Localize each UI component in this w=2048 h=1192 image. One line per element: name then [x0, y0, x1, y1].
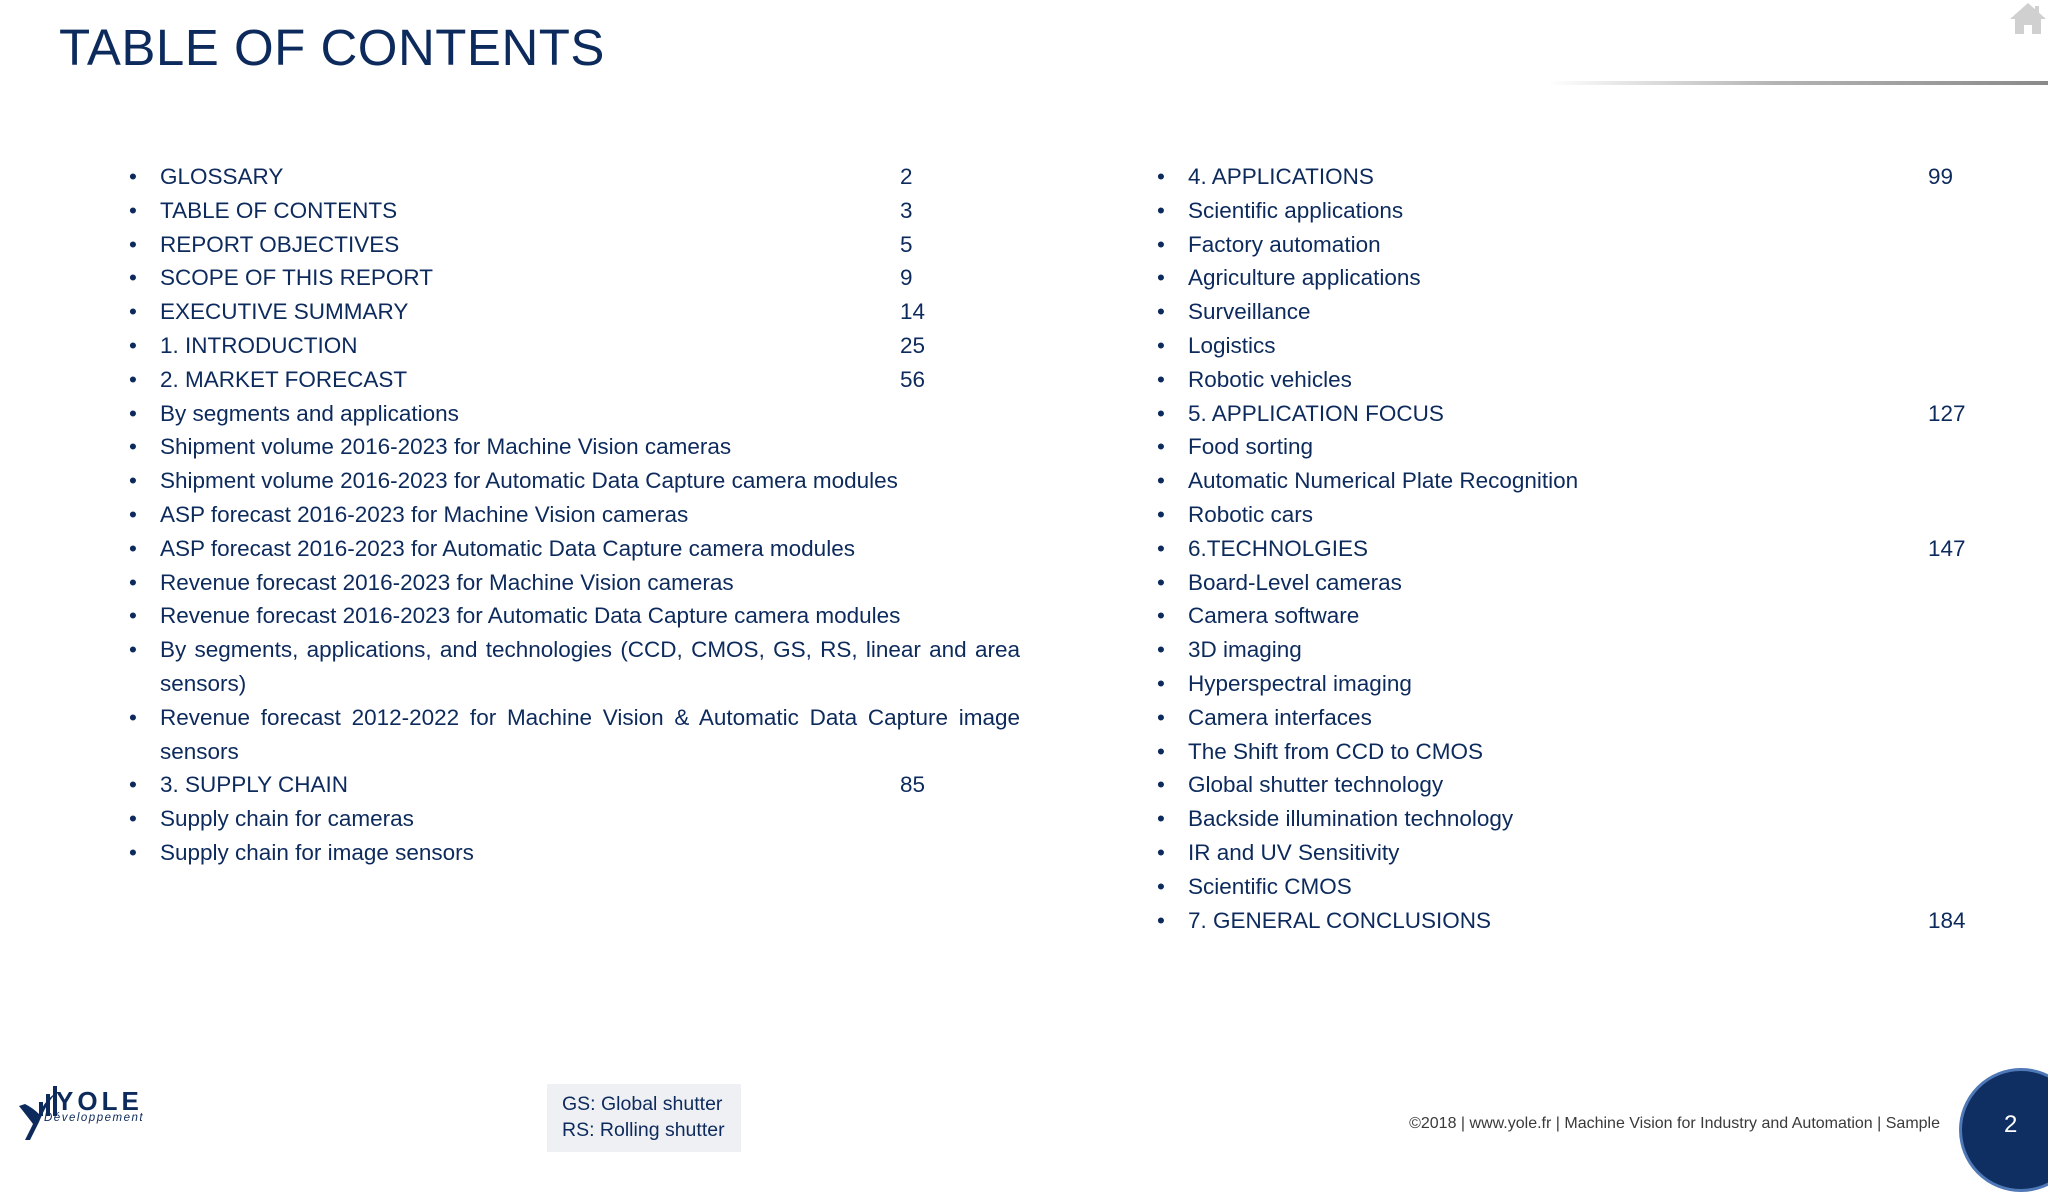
toc-item-label: Food sorting	[1188, 434, 1314, 460]
toc-item-page: 184	[1928, 907, 1966, 933]
toc-item[interactable]	[1157, 532, 1966, 566]
toc-item[interactable]	[1157, 701, 1963, 735]
toc-item[interactable]	[1157, 768, 1963, 802]
toc-item-page: 99	[1928, 164, 1954, 189]
toc-item-label: 6.TECHNOLGIES	[1188, 535, 1369, 561]
toc-item[interactable]	[1157, 397, 1966, 431]
toc-item-page: 3	[900, 197, 913, 223]
toc-item[interactable]	[1157, 363, 1963, 397]
toc-item-label: Robotic vehicles	[1188, 366, 1352, 392]
toc-item-label: 7. GENERAL CONCLUSIONS	[1188, 907, 1491, 933]
toc-item-label: ASP forecast 2016-2023 for Machine Vision cameras	[160, 501, 689, 527]
toc-item-label: Logistics	[1188, 332, 1276, 358]
toc-item[interactable]	[129, 194, 1020, 228]
toc-item[interactable]	[1157, 836, 1963, 870]
toc-item-label: Camera interfaces	[1188, 704, 1372, 730]
toc-item[interactable]	[129, 599, 1020, 633]
toc-item[interactable]	[1157, 566, 1963, 600]
toc-item-label: Revenue forecast 2012-2022 for Machine Vision & Automatic Data Capture image sensors	[160, 704, 1020, 764]
legend-line-rs: RS: Rolling shutter	[562, 1119, 725, 1141]
toc-item-label: 4. APPLICATIONS	[1188, 164, 1374, 189]
toc-item[interactable]	[129, 261, 1020, 295]
toc-item[interactable]	[129, 768, 1020, 802]
home-icon[interactable]	[2008, 0, 2048, 36]
toc-item[interactable]	[129, 566, 1020, 600]
toc-item[interactable]	[1157, 194, 1963, 228]
toc-item-label: Global shutter technology	[1188, 772, 1444, 798]
toc-item-page: 5	[900, 231, 913, 257]
toc-item[interactable]	[1157, 295, 1963, 329]
toc-item[interactable]	[1157, 667, 1963, 701]
page-number: 2	[2004, 1111, 2018, 1138]
toc-item-label: IR and UV Sensitivity	[1188, 839, 1400, 865]
toc-item[interactable]	[1157, 160, 1963, 194]
toc-item-label: Surveillance	[1188, 299, 1311, 325]
toc-item-label: Backside illumination technology	[1188, 806, 1514, 832]
toc-item[interactable]	[1157, 904, 1966, 938]
toc-item-label: Revenue forecast 2016-2023 for Automatic Data Capture camera modules	[160, 603, 901, 629]
logo-name: YOLE	[56, 1086, 143, 1116]
toc-item-page: 85	[900, 772, 926, 798]
toc-item-label: Supply chain for image sensors	[160, 839, 474, 865]
toc-item-label: Factory automation	[1188, 231, 1381, 257]
toc-item[interactable]	[1157, 430, 1963, 464]
toc-item[interactable]	[129, 397, 1020, 431]
toc-item[interactable]	[129, 498, 1020, 532]
toc-item[interactable]	[1157, 633, 1963, 667]
toc-item-label: 2. MARKET FORECAST	[160, 366, 408, 392]
toc-left-column	[129, 160, 1020, 870]
toc-item-page: 14	[900, 299, 926, 325]
toc-item[interactable]	[1157, 464, 1963, 498]
header-divider	[1548, 81, 2048, 85]
toc-item-label: 1. INTRODUCTION	[160, 332, 358, 358]
toc-item[interactable]	[129, 802, 1020, 836]
toc-item-label: REPORT OBJECTIVES	[160, 231, 400, 257]
toc-item[interactable]	[1157, 802, 1963, 836]
toc-item-label: Scientific CMOS	[1188, 873, 1352, 899]
toc-item-label: Robotic cars	[1188, 501, 1314, 527]
toc-item[interactable]	[1157, 228, 1963, 262]
toc-item-label: GLOSSARY	[160, 164, 284, 189]
toc-item[interactable]	[129, 701, 1020, 769]
toc-item-label: 5. APPLICATION FOCUS	[1188, 400, 1444, 426]
toc-item-page: 25	[900, 332, 926, 358]
toc-item[interactable]	[129, 430, 1020, 464]
toc-item-page: 2	[900, 164, 913, 189]
toc-item-label: EXECUTIVE SUMMARY	[160, 299, 409, 325]
toc-item-label: 3D imaging	[1188, 637, 1302, 663]
toc-item-label: SCOPE OF THIS REPORT	[160, 265, 433, 291]
toc-item[interactable]	[129, 464, 1020, 498]
toc-item-label: Automatic Numerical Plate Recognition	[1188, 468, 1579, 494]
toc-item[interactable]	[1157, 735, 1963, 769]
toc-item[interactable]	[129, 836, 1020, 870]
toc-item[interactable]	[129, 532, 1020, 566]
toc-item[interactable]	[1157, 599, 1963, 633]
footer-copyright: ©2018 | www.yole.fr | Machine Vision for Industry and Automation | Sample	[1409, 1115, 1940, 1132]
toc-item[interactable]	[1157, 261, 1963, 295]
toc-item-label: TABLE OF CONTENTS	[160, 197, 398, 223]
toc-item-label: Supply chain for cameras	[160, 806, 414, 832]
toc-item-label: Shipment volume 2016-2023 for Automatic Data Capture camera modules	[160, 468, 898, 494]
toc-item-label: Hyperspectral imaging	[1188, 670, 1412, 696]
toc-item[interactable]	[129, 329, 1020, 363]
toc-item-label: Agriculture applications	[1188, 265, 1421, 291]
abbreviation-legend	[547, 1084, 741, 1152]
toc-item-label: Scientific applications	[1188, 197, 1404, 223]
toc-item-label: ASP forecast 2016-2023 for Automatic Data Capture camera modules	[160, 535, 855, 561]
toc-item-label: Board-Level cameras	[1188, 569, 1402, 595]
logo-tagline: Développement	[44, 1112, 145, 1124]
toc-item-label: 3. SUPPLY CHAIN	[160, 772, 348, 798]
toc-item-label: The Shift from CCD to CMOS	[1188, 738, 1484, 764]
toc-item-page: 9	[900, 265, 913, 291]
legend-line-gs: GS: Global shutter	[562, 1093, 723, 1115]
toc-item[interactable]	[129, 228, 1020, 262]
toc-item-label: Camera software	[1188, 603, 1360, 629]
toc-item-page: 56	[900, 366, 926, 392]
toc-item-page: 147	[1928, 535, 1966, 561]
toc-item-label: By segments, applications, and technologies (CCD, CMOS, GS, RS, linear and area sensors)	[160, 637, 1020, 696]
toc-item-label: Revenue forecast 2016-2023 for Machine Vision cameras	[160, 569, 734, 595]
toc-item-label: Shipment volume 2016-2023 for Machine Vision cameras	[160, 434, 732, 460]
toc-item[interactable]	[129, 633, 1020, 701]
toc-item[interactable]	[129, 160, 1020, 194]
toc-item-label: By segments and applications	[160, 400, 459, 426]
toc-item[interactable]	[129, 295, 1020, 329]
toc-item[interactable]	[1157, 498, 1963, 532]
toc-right-column	[1157, 160, 1966, 937]
toc-item[interactable]	[1157, 870, 1963, 904]
toc-item[interactable]	[1157, 329, 1963, 363]
toc-item[interactable]	[129, 363, 1020, 397]
page-title: TABLE OF CONTENTS	[59, 19, 605, 76]
toc-item-page: 127	[1928, 400, 1966, 426]
